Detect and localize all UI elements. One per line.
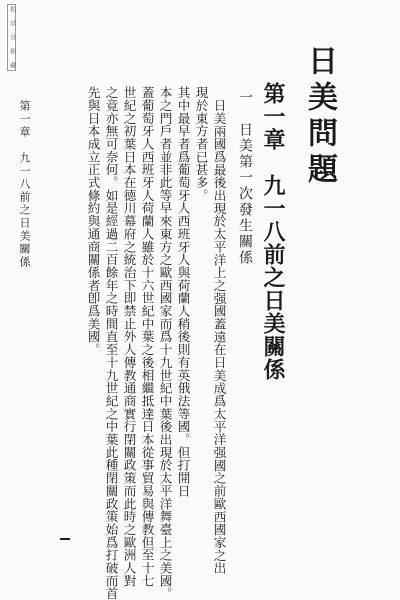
body-column: 之竟亦無可奈何。如是經過二百餘年之時間直至十九世紀之中葉此種閉關政策始爲打破而首: [103, 86, 119, 600]
body-column: 本之門戶者並非此等早來東方之歐西國家而爲十九世紀中葉後出現於太平洋舞臺上之美國。: [157, 86, 173, 600]
body-column: 蓋葡萄牙人西班牙人荷蘭人雖於十六世紀中葉之後相繼抵達日本從事貿易與傳教但至十七: [139, 86, 155, 588]
section-title: 一 日美第一次發生關係: [237, 90, 253, 266]
library-stamp: 松 京 分 館 藏: [8, 6, 16, 69]
running-head: 第一章 九一八前之日美關係: [18, 100, 31, 269]
body-column: 其中最早者爲葡萄牙人西班牙人與荷蘭人稍後則有英俄法等國。但打開日: [175, 86, 191, 498]
body-column: 日美兩國爲最後出現於太平洋上之强國蓋遠在日美成爲太平洋强國之前歐西國家之出: [211, 99, 227, 575]
book-title: 日美問題: [302, 45, 337, 189]
body-column: 世紀之初葉日本在德川幕府之統治下即禁止外人傳教通商實行閉關政策而此時之歐洲人對: [121, 86, 137, 588]
body-column: 先與日本成立正式條約與通商關係者卽爲美國。: [85, 86, 101, 356]
body-column: 現於東方者已甚多。: [193, 86, 209, 202]
chapter-title: 第一章 九一八前之日美關係: [260, 82, 286, 381]
page-number: [60, 538, 70, 540]
